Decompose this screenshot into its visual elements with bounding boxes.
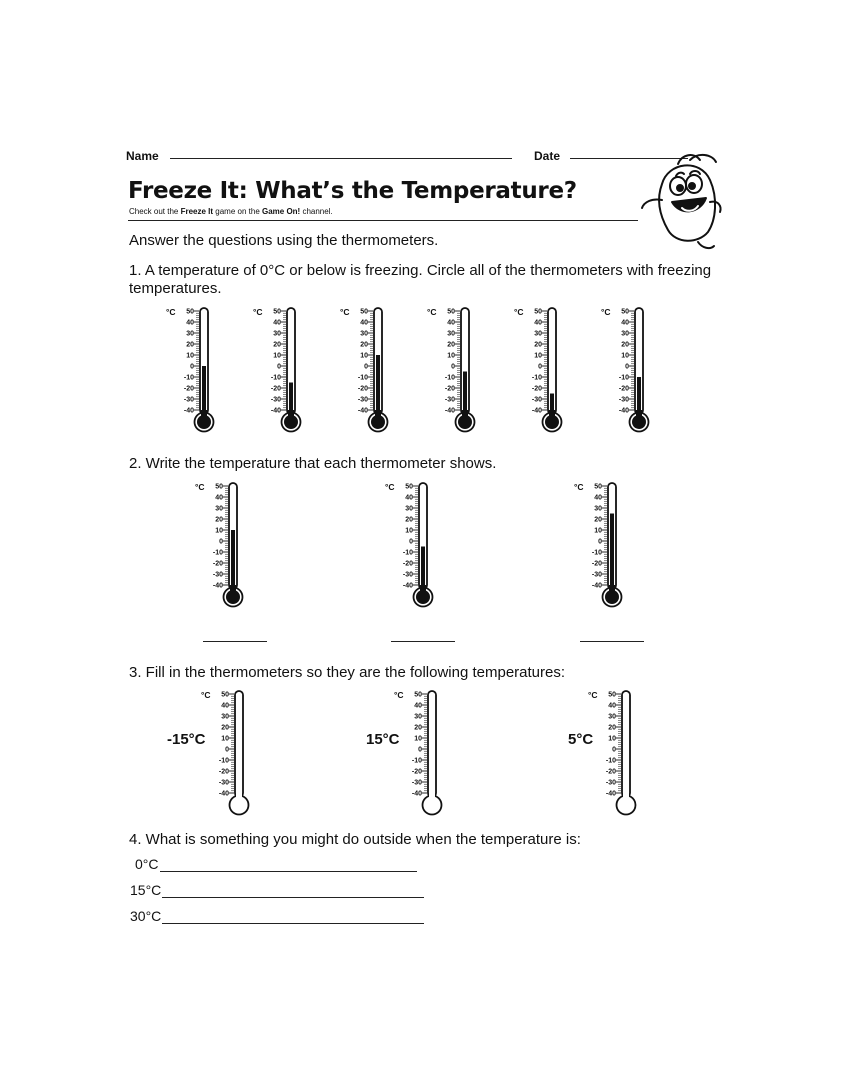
tick-label: 10 bbox=[186, 352, 194, 360]
tick-label: -40 bbox=[531, 407, 542, 415]
tick-label: 40 bbox=[447, 319, 455, 327]
bulb-fill bbox=[197, 415, 211, 429]
tick-label: 0 bbox=[219, 538, 223, 546]
tick-label: -10 bbox=[531, 374, 542, 382]
unit-label: °C bbox=[166, 307, 176, 317]
tick-label: -40 bbox=[444, 407, 455, 415]
bulb-fill bbox=[458, 415, 472, 429]
tick-label: -10 bbox=[212, 549, 223, 557]
tick-label: -30 bbox=[218, 779, 229, 787]
tick-label: 20 bbox=[621, 341, 629, 349]
tick-label: 40 bbox=[534, 319, 542, 327]
q2-thermometer-2 bbox=[383, 481, 453, 611]
tube-bulb-joint bbox=[230, 585, 236, 591]
tick-label: 40 bbox=[594, 494, 602, 502]
q1-thermometer-3 bbox=[338, 306, 408, 436]
tick-label: 10 bbox=[221, 735, 229, 743]
mascot-illustration bbox=[638, 150, 724, 252]
tick-label: 50 bbox=[447, 308, 455, 316]
tick-label: 50 bbox=[186, 308, 194, 316]
tube-bulb-joint bbox=[429, 793, 435, 799]
q2-thermometer-1 bbox=[193, 481, 263, 611]
q2-answer-line-2[interactable] bbox=[391, 641, 455, 642]
tick-label: 10 bbox=[215, 527, 223, 535]
tick-label: 50 bbox=[221, 691, 229, 699]
q4-temp-3: 30°C bbox=[130, 908, 162, 924]
tube-bulb-joint bbox=[623, 793, 629, 799]
tick-label: -20 bbox=[411, 768, 422, 776]
tick-label: 10 bbox=[621, 352, 629, 360]
tick-label: 10 bbox=[405, 527, 413, 535]
tick-label: -40 bbox=[183, 407, 194, 415]
tick-label: -40 bbox=[218, 790, 229, 798]
name-label: Name bbox=[126, 149, 159, 163]
q3-target-1: -15°C bbox=[167, 731, 206, 748]
tick-label: 50 bbox=[414, 691, 422, 699]
q4-response-row-3 bbox=[130, 908, 424, 924]
tick-label: 30 bbox=[447, 330, 455, 338]
tick-label: -30 bbox=[212, 571, 223, 579]
tick-label: 20 bbox=[186, 341, 194, 349]
tick-label: -30 bbox=[444, 396, 455, 404]
question-1: 1. A temperature of 0°C or below is freezing. Circle all of the thermometers with freezing temperatures. bbox=[129, 262, 712, 297]
thermometer-tube bbox=[428, 691, 436, 797]
tick-label: -30 bbox=[591, 571, 602, 579]
tick-label: 10 bbox=[447, 352, 455, 360]
unit-label: °C bbox=[394, 690, 404, 700]
tube-bulb-joint bbox=[609, 585, 615, 591]
q1-thermometer-5 bbox=[512, 306, 582, 436]
tick-label: -30 bbox=[402, 571, 413, 579]
unit-label: °C bbox=[385, 482, 395, 492]
tick-label: 50 bbox=[405, 483, 413, 491]
tick-label: 20 bbox=[534, 341, 542, 349]
q1-thermometer-6 bbox=[599, 306, 669, 436]
instructions: Answer the questions using the thermometers. bbox=[129, 232, 439, 249]
tick-label: 0 bbox=[451, 363, 455, 371]
tick-label: -20 bbox=[444, 385, 455, 393]
tick-label: 30 bbox=[621, 330, 629, 338]
tick-label: -30 bbox=[605, 779, 616, 787]
bulb-fill bbox=[545, 415, 559, 429]
tick-label: 20 bbox=[405, 516, 413, 524]
tick-label: -40 bbox=[212, 582, 223, 590]
tick-label: -40 bbox=[357, 407, 368, 415]
tick-label: -20 bbox=[183, 385, 194, 393]
tick-label: 0 bbox=[612, 746, 616, 754]
tick-label: -20 bbox=[402, 560, 413, 568]
page-subtitle: Check out the Freeze It game on the Game On! channel. bbox=[129, 207, 333, 216]
q4-response-row-2 bbox=[130, 882, 424, 898]
tick-label: 40 bbox=[273, 319, 281, 327]
tick-label: 10 bbox=[414, 735, 422, 743]
tick-label: 40 bbox=[608, 702, 616, 710]
thermometer-tube bbox=[235, 691, 243, 797]
tube-bulb-joint bbox=[636, 410, 642, 416]
tick-label: 40 bbox=[405, 494, 413, 502]
tick-label: 20 bbox=[215, 516, 223, 524]
bulb-fill bbox=[226, 590, 240, 604]
q4-answer-line-1[interactable] bbox=[160, 857, 417, 872]
tick-label: -30 bbox=[183, 396, 194, 404]
unit-label: °C bbox=[588, 690, 598, 700]
tick-label: 30 bbox=[414, 713, 422, 721]
tick-label: -30 bbox=[357, 396, 368, 404]
tick-label: -20 bbox=[605, 768, 616, 776]
tick-label: -20 bbox=[270, 385, 281, 393]
mercury-column bbox=[610, 514, 614, 594]
tick-label: -10 bbox=[183, 374, 194, 382]
tick-label: -40 bbox=[270, 407, 281, 415]
tick-label: 40 bbox=[621, 319, 629, 327]
tick-label: -10 bbox=[605, 757, 616, 765]
q3-thermometer-2[interactable] bbox=[392, 689, 462, 819]
tick-label: 30 bbox=[221, 713, 229, 721]
tick-label: 10 bbox=[608, 735, 616, 743]
tick-label: 20 bbox=[414, 724, 422, 732]
tick-label: 50 bbox=[215, 483, 223, 491]
tick-label: -40 bbox=[605, 790, 616, 798]
tick-label: 50 bbox=[273, 308, 281, 316]
tick-label: 40 bbox=[414, 702, 422, 710]
tube-bulb-joint bbox=[375, 410, 381, 416]
page-title: Freeze It: What’s the Temperature? bbox=[128, 178, 577, 204]
tick-label: 20 bbox=[608, 724, 616, 732]
tick-label: -20 bbox=[357, 385, 368, 393]
tick-label: -20 bbox=[591, 560, 602, 568]
unit-label: °C bbox=[427, 307, 437, 317]
tick-label: -30 bbox=[531, 396, 542, 404]
tick-label: 10 bbox=[360, 352, 368, 360]
mercury-column bbox=[376, 355, 380, 418]
tick-label: 30 bbox=[594, 505, 602, 513]
tick-label: 50 bbox=[621, 308, 629, 316]
tick-label: 40 bbox=[360, 319, 368, 327]
tick-label: -40 bbox=[591, 582, 602, 590]
tick-label: 0 bbox=[538, 363, 542, 371]
tick-label: 40 bbox=[186, 319, 194, 327]
tick-label: 40 bbox=[221, 702, 229, 710]
tick-label: -10 bbox=[218, 757, 229, 765]
tick-label: -20 bbox=[212, 560, 223, 568]
tick-label: 0 bbox=[364, 363, 368, 371]
unit-label: °C bbox=[195, 482, 205, 492]
bulb-fill bbox=[284, 415, 298, 429]
tick-label: -20 bbox=[618, 385, 629, 393]
tick-label: 0 bbox=[277, 363, 281, 371]
q3-thermometer-3[interactable] bbox=[586, 689, 656, 819]
tick-label: 30 bbox=[273, 330, 281, 338]
tick-label: 30 bbox=[360, 330, 368, 338]
tick-label: -10 bbox=[444, 374, 455, 382]
tick-label: -40 bbox=[402, 582, 413, 590]
tick-label: 30 bbox=[608, 713, 616, 721]
q2-answer-line-1[interactable] bbox=[203, 641, 267, 642]
tick-label: 10 bbox=[594, 527, 602, 535]
q1-thermometer-1 bbox=[164, 306, 234, 436]
tick-label: 0 bbox=[225, 746, 229, 754]
tick-label: -10 bbox=[402, 549, 413, 557]
tick-label: 20 bbox=[221, 724, 229, 732]
tick-label: 0 bbox=[418, 746, 422, 754]
tube-bulb-joint bbox=[462, 410, 468, 416]
tick-label: 0 bbox=[598, 538, 602, 546]
tick-label: 50 bbox=[608, 691, 616, 699]
tick-label: 30 bbox=[405, 505, 413, 513]
bulb-fill bbox=[416, 590, 430, 604]
bulb-fill bbox=[605, 590, 619, 604]
q3-target-2: 15°C bbox=[366, 731, 400, 748]
tick-label: 30 bbox=[215, 505, 223, 513]
q2-answer-line-3[interactable] bbox=[580, 641, 644, 642]
question-3: 3. Fill in the thermometers so they are the following temperatures: bbox=[129, 664, 566, 681]
tick-label: 10 bbox=[534, 352, 542, 360]
tube-bulb-joint bbox=[236, 793, 242, 799]
tick-label: 20 bbox=[594, 516, 602, 524]
question-4: 4. What is something you might do outside when the temperature is: bbox=[129, 831, 581, 848]
q4-answer-line-2[interactable] bbox=[162, 883, 424, 898]
thermometer-tube bbox=[622, 691, 630, 797]
q3-thermometer-1[interactable] bbox=[199, 689, 269, 819]
tick-label: -10 bbox=[357, 374, 368, 382]
bulb-fill bbox=[632, 415, 646, 429]
tick-label: 50 bbox=[534, 308, 542, 316]
unit-label: °C bbox=[514, 307, 524, 317]
tick-label: 50 bbox=[360, 308, 368, 316]
tick-label: 20 bbox=[447, 341, 455, 349]
tick-label: -10 bbox=[618, 374, 629, 382]
q2-thermometer-3 bbox=[572, 481, 642, 611]
q4-answer-line-3[interactable] bbox=[162, 909, 424, 924]
q4-temp-2: 15°C bbox=[130, 882, 162, 898]
tick-label: 0 bbox=[625, 363, 629, 371]
tick-label: -40 bbox=[411, 790, 422, 798]
tick-label: -10 bbox=[270, 374, 281, 382]
unit-label: °C bbox=[574, 482, 584, 492]
tick-label: 40 bbox=[215, 494, 223, 502]
tick-label: -10 bbox=[411, 757, 422, 765]
tick-label: -20 bbox=[218, 768, 229, 776]
tick-label: -30 bbox=[618, 396, 629, 404]
tick-label: -40 bbox=[618, 407, 629, 415]
unit-label: °C bbox=[601, 307, 611, 317]
q3-target-3: 5°C bbox=[568, 731, 594, 748]
mercury-column bbox=[231, 530, 235, 593]
name-field-line[interactable] bbox=[170, 158, 512, 159]
date-label: Date bbox=[534, 149, 561, 163]
unit-label: °C bbox=[253, 307, 263, 317]
tube-bulb-joint bbox=[549, 410, 555, 416]
tick-label: 10 bbox=[273, 352, 281, 360]
tick-label: 0 bbox=[409, 538, 413, 546]
tick-label: -30 bbox=[411, 779, 422, 787]
unit-label: °C bbox=[201, 690, 211, 700]
tube-bulb-joint bbox=[420, 585, 426, 591]
tick-label: -30 bbox=[270, 396, 281, 404]
tick-label: 30 bbox=[534, 330, 542, 338]
tube-bulb-joint bbox=[201, 410, 207, 416]
tick-label: 20 bbox=[273, 341, 281, 349]
question-2: 2. Write the temperature that each thermometer shows. bbox=[129, 455, 497, 472]
header-divider bbox=[128, 220, 638, 221]
tick-label: 0 bbox=[190, 363, 194, 371]
tick-label: -10 bbox=[591, 549, 602, 557]
unit-label: °C bbox=[340, 307, 350, 317]
q1-thermometer-4 bbox=[425, 306, 495, 436]
q1-thermometer-2 bbox=[251, 306, 321, 436]
tube-bulb-joint bbox=[288, 410, 294, 416]
tick-label: 30 bbox=[186, 330, 194, 338]
tick-label: 50 bbox=[594, 483, 602, 491]
q4-response-row-1 bbox=[135, 856, 417, 872]
bulb-fill bbox=[371, 415, 385, 429]
tick-label: 20 bbox=[360, 341, 368, 349]
tick-label: -20 bbox=[531, 385, 542, 393]
q4-temp-1: 0°C bbox=[135, 856, 159, 872]
